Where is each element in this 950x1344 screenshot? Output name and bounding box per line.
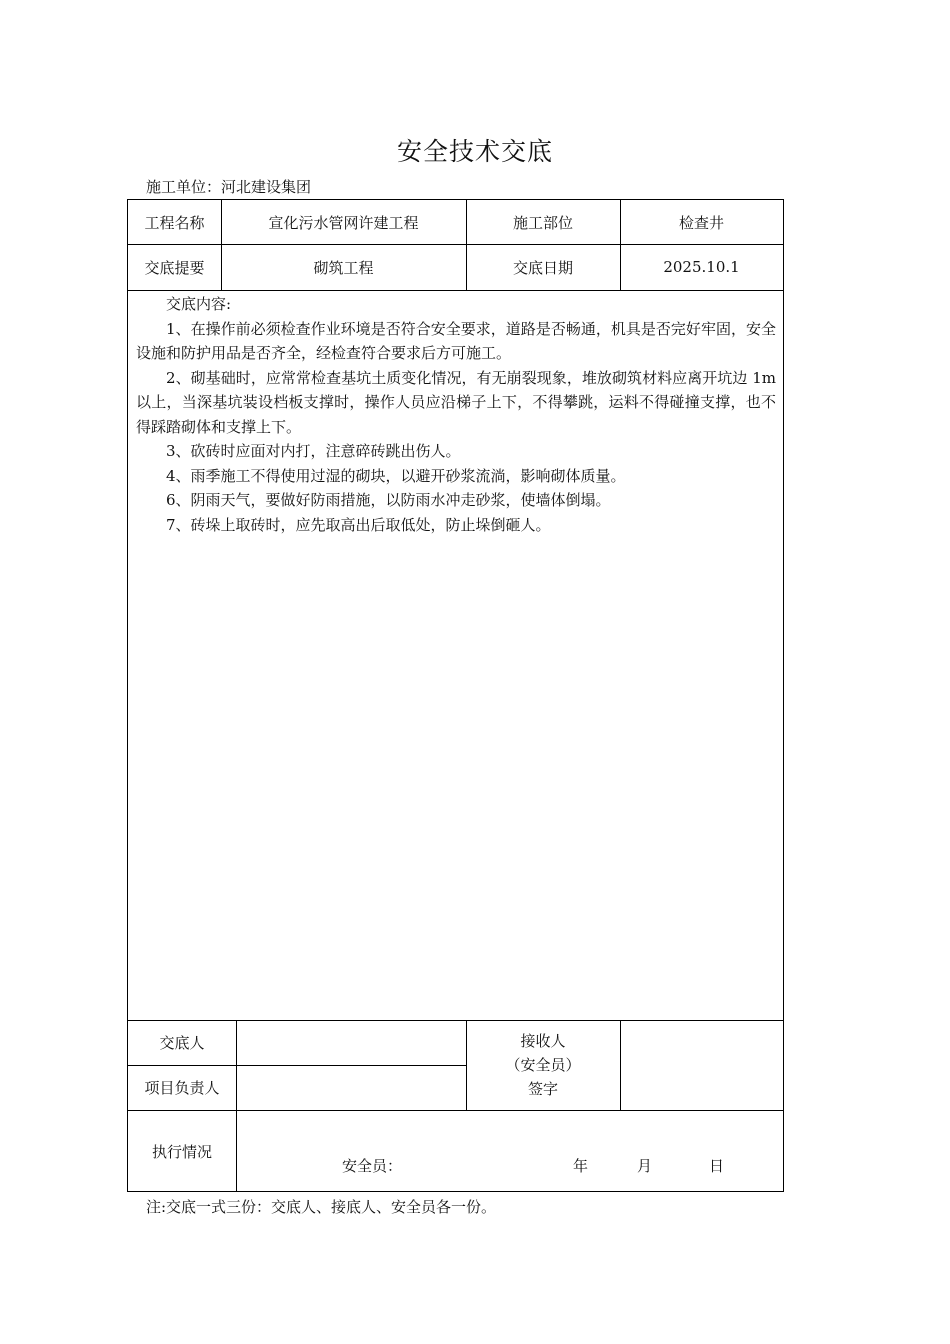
disclosure-form (127, 199, 784, 1192)
col-divider (236, 1110, 237, 1192)
receiver-label-line: （安全员） (505, 1056, 581, 1074)
content-item: 6、阴雨天气，要做好防雨措施，以防雨水冲走砂浆，使墙体倒塌。 (166, 491, 611, 509)
receiver-label-line: 接收人 (520, 1032, 566, 1050)
date-value: 2025.10.1 (663, 258, 740, 276)
project-name-label: 工程名称 (144, 213, 205, 232)
receiver-label-line: 签字 (527, 1080, 558, 1098)
construction-unit: 施工单位：河北建设集团 (146, 178, 312, 196)
location-value: 检查井 (678, 213, 724, 232)
content-heading: 交底内容: (166, 295, 232, 313)
date-label: 交底日期 (512, 258, 573, 277)
content-item: 4、雨季施工不得使用过湿的砌块，以避开砂浆流淌，影响砌体质量。 (166, 466, 626, 485)
project-name-value: 宣化污水管网许建工程 (268, 213, 419, 232)
document-title: 安全技术交底 (396, 137, 553, 166)
row-divider (128, 290, 783, 291)
discloser-label: 交底人 (159, 1034, 205, 1052)
content-item: 2、砌基础时，应常常检查基坑土质变化情况，有无崩裂现象，堆放砌筑材料应离开坑边 1m 以上，当深基坑装设档板支撑时，操作人员应沿梯子上下，不得攀跳，运料不得碰撞支撑，也不得踩踏砌体和支撑上下。 (136, 368, 776, 436)
safety-officer-label: 安全员： (342, 1157, 403, 1175)
receiver-label (466, 1020, 620, 1110)
project-lead-signature-field[interactable] (236, 1065, 466, 1110)
footnote: 注:交底一式三份：交底人、接底人、安全员各一份。 (146, 1198, 497, 1216)
discloser-signature-field[interactable] (236, 1020, 466, 1065)
year-label: 年 (573, 1157, 589, 1175)
project-lead-label: 项目负责人 (144, 1079, 220, 1097)
summary-label: 交底提要 (144, 258, 205, 277)
receiver-signature-field[interactable] (620, 1020, 783, 1110)
content-item: 7、砖垛上取砖时，应先取高出后取低处，防止垛倒砸人。 (166, 515, 551, 534)
disclosure-content (136, 292, 776, 537)
content-item: 1、在操作前必须检查作业环境是否符合安全要求，道路是否畅通，机具是否完好牢固，安全设施和防护用品是否齐全，经检查符合要求后方可施工。 (136, 319, 776, 362)
location-label: 施工部位 (512, 213, 573, 232)
summary-value: 砌筑工程 (313, 258, 374, 277)
month-label: 月 (637, 1157, 653, 1175)
day-label: 日 (709, 1157, 725, 1175)
execution-label: 执行情况 (151, 1142, 212, 1161)
content-item: 3、砍砖时应面对内打，注意碎砖跳出伤人。 (166, 442, 461, 460)
